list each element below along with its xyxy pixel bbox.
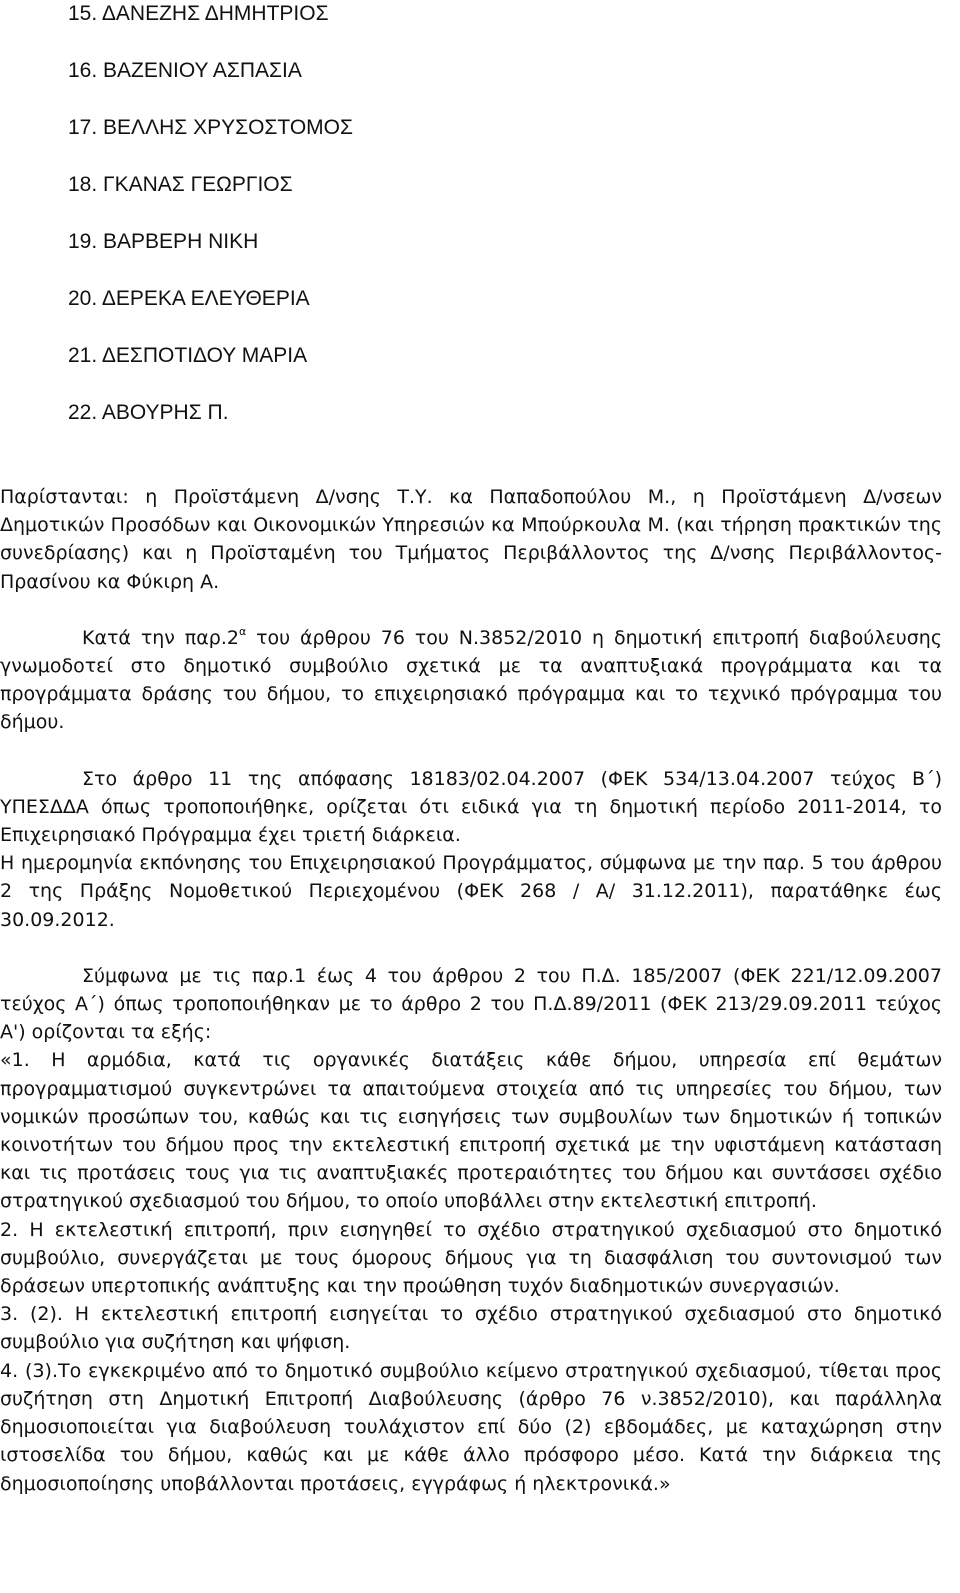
list-item: 19. ΒΑΡΒΕΡΗ ΝΙΚΗ [68, 230, 259, 253]
quote-item-3: 3. (2). Η εκτελεστική επιτροπή εισηγείται το σχέδιο στρατηγικού σχεδιασμού στο δημοτικό συμβούλιο για συζήτηση και ψήφιση. [0, 1303, 942, 1354]
pd-185-paragraph: Σύμφωνα με τις παρ.1 έως 4 του άρθρου 2 του Π.Δ. 185/2007 (ΦΕΚ 221/12.09.2007 τεύχος Α΄) όπως τροποποιήθηκαν με το άρθρο 2 του Π.Δ.89/2011 (ΦΕΚ 213/29.09.2011 τεύχος Α') ορίζονται τα εξής: [0, 964, 942, 1044]
list-item: 22. ΑΒΟΥΡΗΣ Π. [68, 401, 229, 424]
article-76-paragraph [0, 624, 942, 737]
document-body [0, 483, 942, 1498]
list-item: 15. ΔΑΝΕΖΗΣ ΔΗΜΗΤΡΙΟΣ [68, 2, 329, 25]
list-item: 17. ΒΕΛΛΗΣ ΧΡΥΣΟΣΤΟΜΟΣ [68, 116, 353, 139]
member-list [68, 0, 353, 456]
quote-item-2: 2. Η εκτελεστική επιτροπή, πριν εισηγηθεί το σχέδιο στρατηγικού σχεδιασμού στο δημοτικό συμβούλιο, συνεργάζεται με τους όμορους δήμους για τη διασφάλιση του συντονισμού των δράσεων υπερτοπικής ανάπτυξης και την προώθηση τυχόν διαδημοτικών συνεργασιών. [0, 1218, 942, 1298]
article-11-paragraph: Στο άρθρο 11 της απόφασης 18183/02.04.2007 (ΦΕΚ 534/13.04.2007 τεύχος Β΄) ΥΠΕΣΔΔΑ όπως τροποποιήθηκε, ορίζεται ότι ειδικά για τη δημοτική περίοδο 2011-2014, το Επιχειρησιακό Πρόγραμμα έχει τριετή διάρκεια. [0, 767, 942, 847]
paragraph-text: του άρθρου 76 του Ν.3852/2010 η δημοτική επιτροπή διαβούλευσης γνωμοδοτεί στο δημοτικό συμβούλιο σχετικά με τα αναπτυξιακά προγράμματα και τα προγράμματα δράσης του δήμου, το επιχειρησιακό πρόγραμμα και το τεχνικό πρόγραμμα του δήμου. [0, 626, 942, 734]
quote-item-4: 4. (3).Το εγκεκριμένο από το δημοτικό συμβούλιο κείμενο στρατηγικού σχεδιασμού, τίθεται προς συζήτηση στη Δημοτική Επιτροπή Διαβούλευσης (άρθρο 76 ν.3852/2010), και παράλληλα δημοσιοποιείται για διαβούλευση τουλάχιστον επί δύο (2) εβδομάδες, με καταχώρηση στην ιστοσελίδα του δήμου, καθώς και με κάθε άλλο πρόσφορο μέσο. Κατά την διάρκεια της δημοσιοποίησης υποβάλλονται προτάσεις, εγγράφως ή ηλεκτρονικά.» [0, 1359, 942, 1495]
paragraph-text: Κατά την παρ.2 [82, 626, 239, 649]
superscript: α [238, 624, 247, 638]
quote-item-1: «1. Η αρμόδια, κατά τις οργανικές διατάξεις κάθε δήμου, υπηρεσία επί θεμάτων προγραμματισμού συγκεντρώνει τα απαιτούμενα στοιχεία από τις υπηρεσίες του δήμου, των νομικών προσώπων του, καθώς και τις εισηγήσεις των συμβουλίων των δημοτικών ή τοπικών κοινοτήτων του δήμου προς την εκτελεστική επιτροπή σχετικά με την υφιστάμενη κατάσταση και τις προτάσεις τους για τις αναπτυξιακές προτεραιότητες του δήμου και συντάσσει σχέδιο στρατηγικού σχεδιασμού του δήμου, το οποίο υποβάλλει στην εκτελεστική επιτροπή. [0, 1049, 942, 1213]
list-item: 18. ΓΚΑΝΑΣ ΓΕΩΡΓΙΟΣ [68, 173, 293, 196]
list-item: 16. ΒΑΖΕΝΙΟΥ ΑΣΠΑΣΙΑ [68, 59, 302, 82]
list-item: 20. ΔΕΡΕΚΑ ΕΛΕΥΘΕΡΙΑ [68, 287, 310, 310]
list-item: 21. ΔΕΣΠΟΤΙΔΟΥ ΜΑΡΙΑ [68, 344, 308, 367]
deadline-paragraph: Η ημερομηνία εκπόνησης του Επιχειρησιακού Προγράμματος, σύμφωνα με την παρ. 5 του άρθρου 2 της Πράξης Νομοθετικού Περιεχομένου (ΦΕΚ 268 / Α/ 31.12.2011), παρατάθηκε έως 30.09.2012. [0, 852, 942, 931]
present-paragraph: Παρίστανται: η Προϊστάμενη Δ/νσης Τ.Υ. κα Παπαδοπούλου Μ., η Προϊστάμενη Δ/νσεων Δημοτικών Προσόδων και Οικονομικών Υπηρεσιών κα Μπούρκουλα Μ. (και τήρηση πρακτικών της συνεδρίασης) και η Προϊσταμένη του Τμήματος Περιβάλλοντος της Δ/νσης Περιβάλλοντος-Πρασίνου κα Φύκιρη Α. [0, 486, 942, 593]
